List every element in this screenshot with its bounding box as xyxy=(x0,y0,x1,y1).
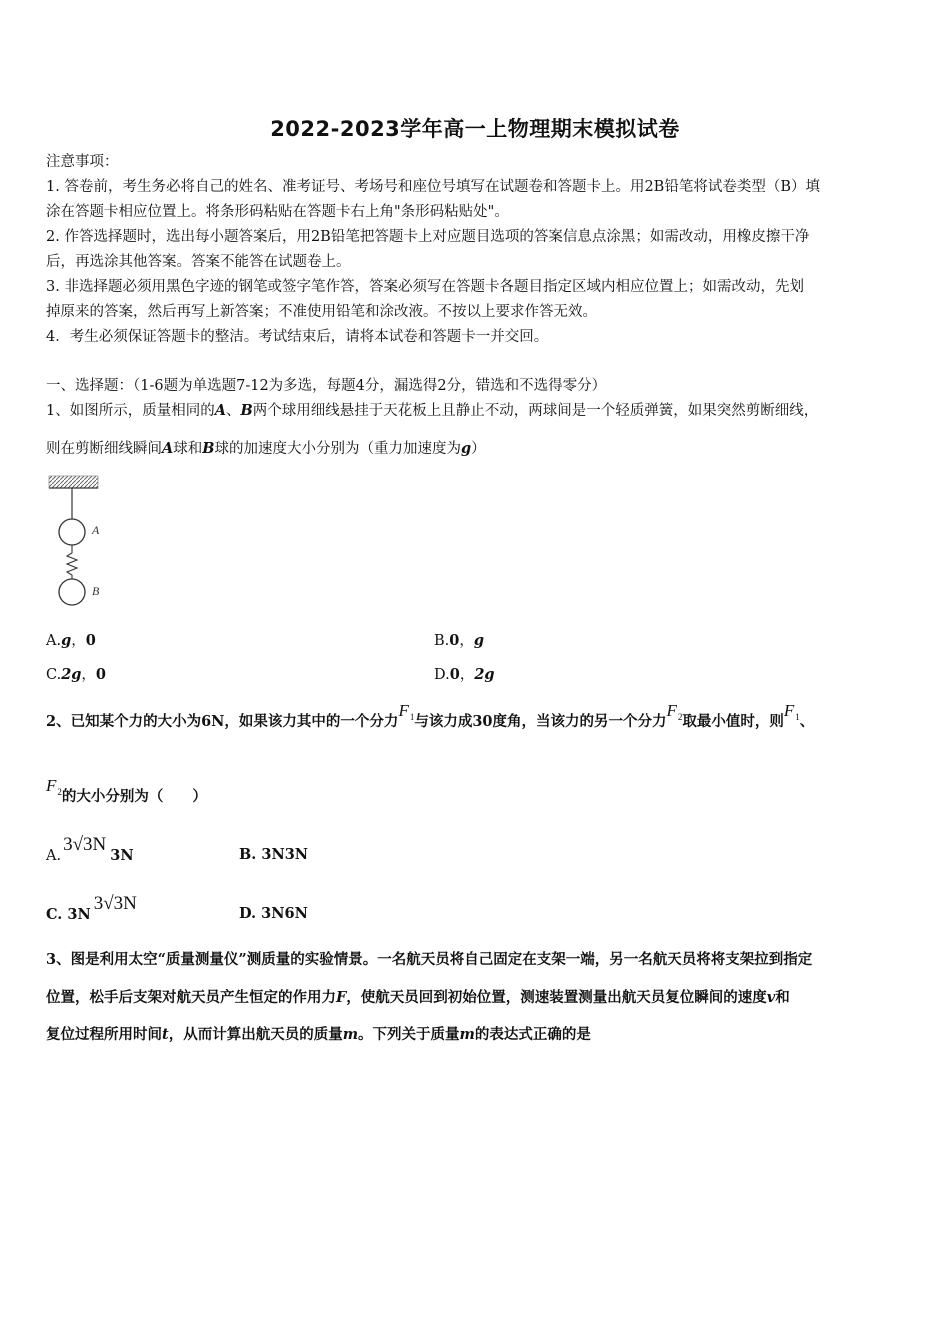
notice-line: 1. 答卷前，考生务必将自己的姓名、准考证号、考场号和座位号填写在试题卷和答题卡上。用2B铅笔将试卷类型（B）填 xyxy=(46,179,820,195)
ball-a xyxy=(59,519,85,545)
option-d: D.0，2g xyxy=(434,666,495,683)
label-b: B xyxy=(92,584,100,598)
question-3-text: 3、图是利用太空“质量测量仪”测质量的实验情景。一名航天员将自己固定在支架一端，另一名航天员将将支架拉到指定 xyxy=(46,951,813,968)
spring xyxy=(67,545,77,579)
label-a: A xyxy=(92,523,100,537)
option-b: B. 3N3N xyxy=(239,846,309,863)
notice-line: 涂在答题卡相应位置上。将条形码粘贴在答题卡右上角"条形码粘贴处"。 xyxy=(46,204,509,220)
notice-line: 4．考生必须保证答题卡的整洁。考试结束后，请将本试卷和答题卡一并交回。 xyxy=(46,329,549,345)
question-3-text: 位置，松手后支架对航天员产生恒定的作用力F，使航天员回到初始位置，测速装置测量出航天员复位瞬间的速度v和 xyxy=(46,989,790,1006)
ceiling xyxy=(49,476,98,488)
notice-line: 2. 作答选择题时，选出每小题答案后，用2B铅笔把答题卡上对应题目选项的答案信息点涂黑；如需改动，用橡皮擦干净 xyxy=(46,229,810,245)
option-b: B.0，g xyxy=(434,632,484,649)
notice-heading: 注意事项： xyxy=(46,154,119,170)
notice-line: 后，再选涂其他答案。答案不能答在试题卷上。 xyxy=(46,254,351,270)
question-2-text: 2、已知某个力的大小为6N，如果该力其中的一个分力$F_1$与该力成30度角，当该力的另一个分力$F_2$取最小值时，则$F_1$、 xyxy=(46,701,815,730)
section-heading: 一、选择题：（1-6题为单选题7-12为多选，每题4分，漏选得2分，错选和不选得零分） xyxy=(46,378,607,394)
two-ball-spring-figure xyxy=(44,472,116,612)
question-2-text: $F_2$的大小分别为（ ） xyxy=(46,776,207,805)
option-a: A.3√3N3N xyxy=(46,834,134,864)
option-a: A.g，0 xyxy=(46,632,96,649)
option-c: C. 3N3√3N xyxy=(46,893,137,923)
ball-b xyxy=(59,579,85,605)
question-3-text: 复位过程所用时间t，从而计算出航天员的质量m。下列关于质量m的表达式正确的是 xyxy=(46,1026,591,1043)
question-1-text: 1、如图所示，质量相同的A、B两个球用细线悬挂于天花板上且静止不动，两球间是一个轻质弹簧，如果突然剪断细线， xyxy=(46,402,819,419)
option-d: D. 3N6N xyxy=(239,905,308,922)
page-title: 2022-2023学年高一上物理期末模拟试卷 xyxy=(270,117,680,141)
notice-line: 3. 非选择题必须用黑色字迹的钢笔或签字笔作答，答案必须写在答题卡各题目指定区域内相应位置上；如需改动，先划 xyxy=(46,279,804,295)
option-c: C.2g，0 xyxy=(46,666,107,683)
question-1-text: 则在剪断细线瞬间A球和B球的加速度大小分别为（重力加速度为g） xyxy=(46,440,486,457)
notice-line: 掉原来的答案，然后再写上新答案；不准使用铅笔和涂改液。不按以上要求作答无效。 xyxy=(46,304,597,320)
